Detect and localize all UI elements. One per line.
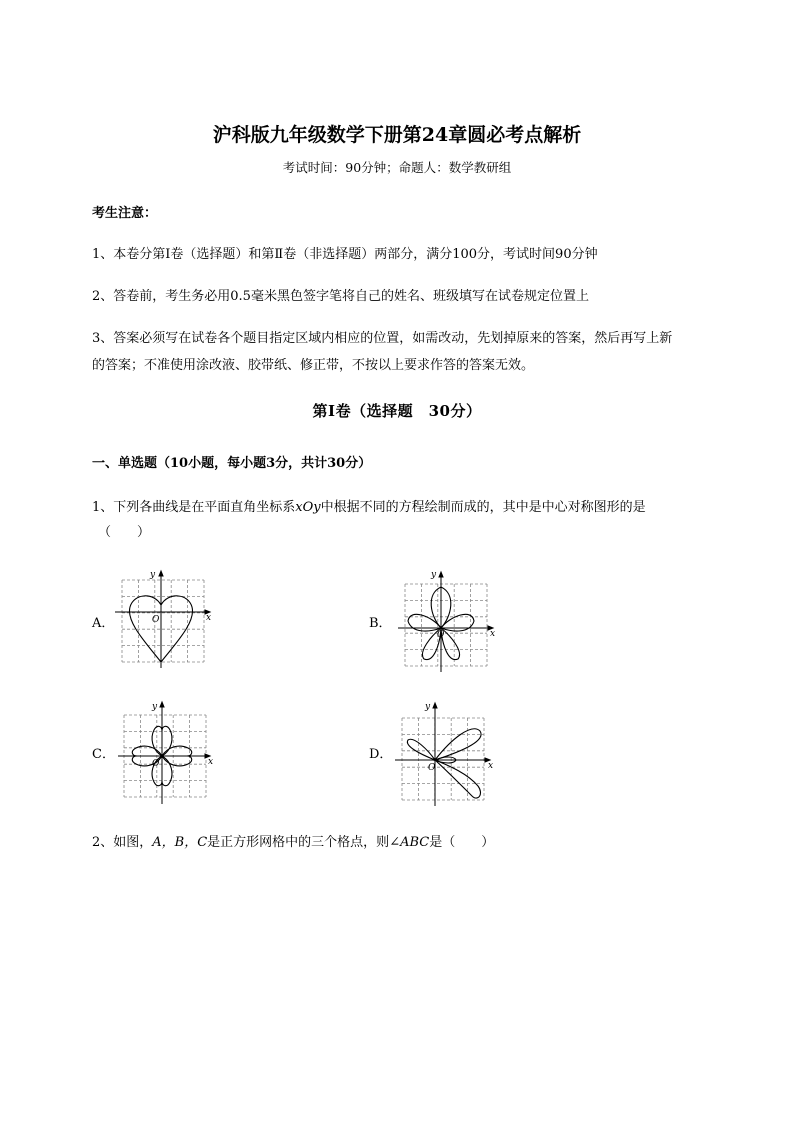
x-axis-label: x bbox=[490, 629, 496, 639]
option-c-label[interactable]: C． bbox=[92, 747, 115, 762]
question-2-middle: 是正方形网格中的三个格点，则 bbox=[207, 835, 390, 850]
document-title: 沪科版九年级数学下册第24章圆必考点解析 bbox=[212, 124, 582, 146]
question-2-prefix: 2、如图， bbox=[92, 835, 153, 850]
notice-item-1: 1、本卷分第I卷（选择题）和第Ⅱ卷（非选择题）两部分，满分100分，考试时间90分钟 bbox=[92, 247, 598, 262]
question-2-vars: A，B，C bbox=[152, 835, 208, 850]
y-axis-label: y bbox=[425, 702, 431, 712]
option-c-figure[interactable] bbox=[110, 698, 220, 808]
x-axis-label: x bbox=[208, 757, 214, 767]
origin-label: O bbox=[437, 630, 445, 640]
y-axis-label: y bbox=[150, 570, 156, 580]
part-heading: 一、单选题（10小题，每小题3分，共计30分） bbox=[92, 456, 372, 471]
x-axis-label: x bbox=[206, 613, 212, 623]
notice-item-3: 3、答案必须写在试卷各个题目指定区域内相应的位置，如需改动，先划掉原来的答案，然后再写上新 bbox=[92, 331, 673, 346]
notice-item-2: 2、答卷前，考生务必用0.5毫米黑色签字笔将自己的姓名、班级填写在试卷规定位置上 bbox=[92, 289, 589, 304]
question-1-text-after: 中根据不同的方程绘制而成的，其中是中心对称图形的是 bbox=[320, 500, 646, 515]
option-b-figure[interactable] bbox=[390, 566, 500, 676]
question-2-suffix: 是（ ） bbox=[429, 835, 495, 850]
question-1-text-before: 1、下列各曲线是在平面直角坐标系 bbox=[92, 500, 296, 515]
origin-label: O bbox=[152, 759, 160, 769]
x-axis-label: x bbox=[488, 761, 494, 771]
option-d-figure[interactable] bbox=[390, 698, 500, 808]
origin-label: O bbox=[152, 615, 160, 625]
grid bbox=[402, 718, 484, 800]
option-d-label[interactable]: D． bbox=[369, 747, 393, 762]
section-title: 第I卷（选择题 30分） bbox=[312, 402, 482, 420]
grid bbox=[122, 580, 204, 662]
option-a-label[interactable]: A． bbox=[92, 616, 115, 631]
axes bbox=[115, 571, 210, 668]
axes bbox=[395, 703, 490, 806]
option-a-figure[interactable] bbox=[110, 566, 220, 676]
y-axis-label: y bbox=[431, 570, 437, 580]
grid bbox=[405, 584, 487, 666]
question-1-text bbox=[92, 496, 646, 515]
question-2-text bbox=[92, 831, 494, 850]
notice-item-3-cont: 的答案；不准使用涂改液、胶带纸、修正带，不按以上要求作答的答案无效。 bbox=[92, 358, 535, 373]
question-1-var: xOy bbox=[295, 500, 321, 515]
y-axis-label: y bbox=[152, 702, 158, 712]
option-b-label[interactable]: B． bbox=[369, 616, 392, 631]
notice-heading: 考生注意： bbox=[92, 206, 158, 221]
question-2-formula: ∠ABC bbox=[389, 835, 430, 850]
origin-label: O bbox=[428, 763, 436, 773]
exam-info: 考试时间：90分钟；命题人：数学教研组 bbox=[282, 160, 512, 175]
question-1-paren: （ ） bbox=[98, 525, 151, 540]
